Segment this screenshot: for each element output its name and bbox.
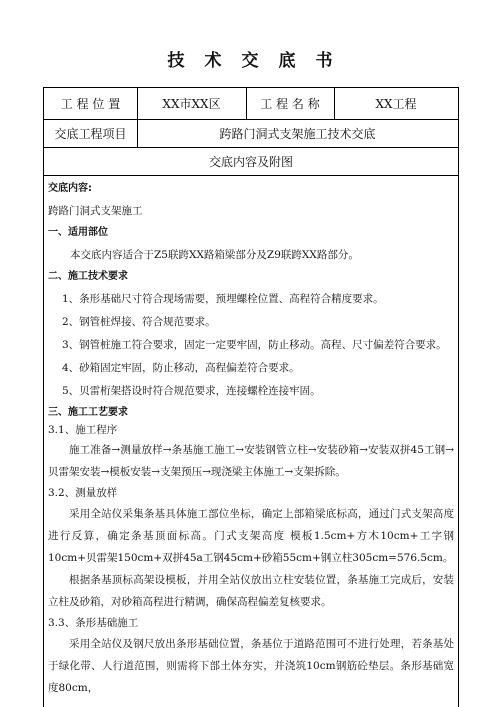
- section-heading: 二、施工技术要求: [48, 271, 128, 282]
- location-value: XX市XX区: [162, 97, 221, 111]
- section-title: 交底内容及附图: [208, 154, 293, 169]
- row-divider: [44, 175, 458, 176]
- paragraph: 采用全站仪采集条基具体施工部位坐标，确定上部箱梁底标高，通过门式支架高度进行反算，确定条基顶面标高。门式支架高度 模板1.5cm+方木10cm+工字钢10cm+贝雷架150cm+双拼45a工钢45cm+砂箱55cm+钢立柱305cm=576.5cm。: [48, 508, 454, 564]
- paragraph: 本交底内容适合于Z5联跨XX路箱梁部分及Z9联跨XX路部分。: [70, 249, 359, 261]
- disclosure-table: [43, 87, 459, 707]
- project-value: 跨路门洞式支架施工技术交底: [219, 126, 376, 141]
- subsection-heading: 3.1、施工程序: [48, 424, 118, 436]
- project-label: 交底工程项目: [54, 126, 127, 141]
- list-item: 1、条形基础尺寸符合现场需要，预埋螺栓位置、高程符合精度要求。: [62, 293, 384, 305]
- content-label: 交底内容:: [48, 183, 92, 194]
- subject: 跨路门洞式支架施工: [48, 205, 143, 217]
- list-item: 2、钢管桩焊接、符合规范要求。: [62, 316, 216, 328]
- subsection-heading: 3.2、测量放样: [48, 487, 118, 499]
- disclosure-content: [48, 178, 454, 699]
- section-heading: 一、适用部位: [48, 227, 108, 238]
- name-value: XX工程: [375, 97, 417, 111]
- paragraph: 施工准备→测量放样→条基施工施工→安装钢管立柱→安装砂箱→安装双拼45工钢→贝雷架安装→模板安装→支架预压→现浇梁主体施工→支架拆除。: [48, 444, 454, 478]
- name-label: 工 程 名 称: [260, 97, 320, 111]
- section-heading: 三、施工工艺要求: [48, 407, 128, 418]
- subsection-heading: 3.3、条形基础施工: [48, 617, 139, 629]
- paragraph: 采用全站仪及钢尺放出条形基础位置，条基位于道路范围可不进行处理，若条基处于绿化带、人行道范围，则需将下部土体夯实，并浇筑10cm钢筋砼垫层。条形基础宽度80cm，: [48, 638, 454, 694]
- location-label: 工 程 位 置: [60, 97, 121, 111]
- paragraph: 根据条基顶标高架设模板，并用全站仪放出立柱安装位置，条基施工完成后，安装立柱及砂箱，对砂箱高程进行精调，确保高程偏差复核要求。: [48, 574, 454, 608]
- list-item: 4、砂箱固定牢固，防止移动，高程偏差符合要求。: [62, 362, 300, 374]
- list-item: 5、贝雷桁架搭设时符合规范要求，连接螺栓连接牢固。: [62, 385, 321, 397]
- list-item: 3、钢管桩施工符合要求，固定一定要牢固，防止移动。高程、尺寸偏差符合要求。: [62, 339, 447, 351]
- document-title: 技术交底书: [167, 51, 353, 71]
